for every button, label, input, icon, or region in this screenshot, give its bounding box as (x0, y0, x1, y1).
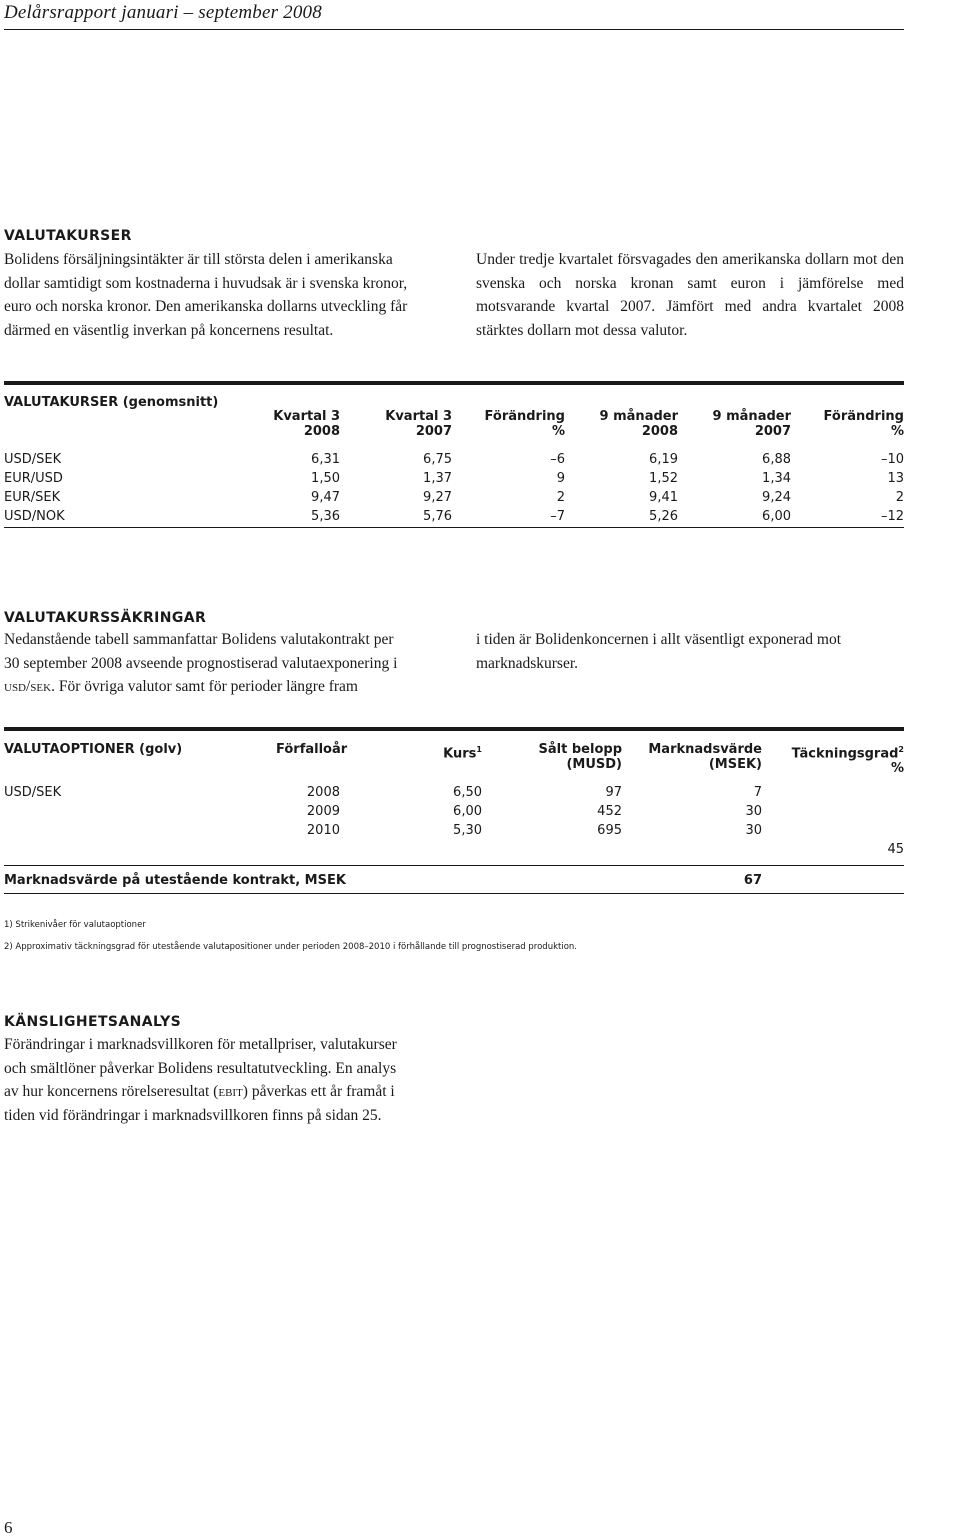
table-cell: 2 (895, 490, 904, 505)
table2-top-rule (4, 727, 904, 731)
table-cell: 13 (887, 471, 904, 486)
running-title: Delårsrapport januari – september 2008 (4, 2, 322, 23)
table-cell: 9,47 (311, 490, 340, 505)
table-cell: 97 (605, 785, 622, 800)
total-value: 67 (743, 873, 762, 888)
table1-col-header: Förändring % (484, 409, 565, 439)
footnote-1: 1) Strikenivåer för valutaoptioner (4, 920, 146, 930)
table-cell: 2009 (306, 804, 340, 819)
table-cell: 6,50 (453, 785, 482, 800)
table-cell: –6 (550, 452, 565, 467)
table-row (4, 488, 904, 507)
footnote-2: 2) Approximativ täckningsgrad för utestående valutapositioner under perioden 2008–2010 i förhållande till prognostiserad produktion. (4, 942, 577, 952)
table-cell: 2010 (306, 823, 340, 838)
row-label: USD/SEK (4, 785, 62, 800)
currency-options-table (4, 742, 904, 892)
table-cell: 6,00 (453, 804, 482, 819)
row-label: USD/NOK (4, 509, 65, 524)
table-cell: 6,19 (649, 452, 678, 467)
table2-col-marknadsvarde: Marknadsvärde (MSEK) (648, 742, 762, 772)
exchange-rates-table (4, 395, 904, 535)
table-cell: 695 (597, 823, 622, 838)
table-cell: –7 (550, 509, 565, 524)
section-heading-valutakurssakringar: VALUTAKURSSÄKRINGAR (4, 610, 207, 626)
row-label: EUR/SEK (4, 490, 61, 505)
table2-col-tackningsgrad: Täckningsgrad$^2$ % (791, 745, 904, 777)
table-cell: 5,36 (311, 509, 340, 524)
table1-bottom-rule (4, 527, 904, 528)
table-cell: 1,37 (423, 471, 452, 486)
table1-col-header: 9 månader 2008 (599, 409, 678, 439)
table-cell: 1,50 (311, 471, 340, 486)
table-cell: 5,30 (453, 823, 482, 838)
row-label: USD/SEK (4, 452, 62, 467)
table2-title: VALUTAOPTIONER (golv) (4, 742, 183, 757)
table2-mid-rule (4, 865, 904, 866)
row-label: EUR/USD (4, 471, 63, 486)
table1-col-header: 9 månader 2007 (712, 409, 791, 439)
table-cell: 9,24 (762, 490, 791, 505)
section-heading-valutakurser: VALUTAKURSER (4, 228, 132, 244)
table-cell: 1,52 (649, 471, 678, 486)
table1-top-rule (4, 381, 904, 385)
table-cell: 9 (556, 471, 565, 486)
valutakurser-right-paragraph: Under tredje kvartalet försvagades den amerikanska dollarn mot den svenska och norska kronan samt euron i jämförelse med motsvarande kvartal 2007. Jämfört med andra kvartalet 2008 stärktes dollarn mot dessa valutor. (476, 251, 904, 339)
table-cell: 452 (597, 804, 622, 819)
table-row (4, 469, 904, 488)
sakringar-right-paragraph: i tiden är Bolidenkoncernen i allt väsentligt exponerad mot marknadskurser. (476, 631, 842, 672)
table-cell: 2 (556, 490, 565, 505)
table-cell: –12 (880, 509, 904, 524)
table-row (4, 507, 904, 526)
section-heading-kanslighetsanalys: KÄNSLIGHETSANALYS (4, 1014, 182, 1030)
table-cell: 6,31 (311, 452, 340, 467)
table2-col-salt: Sålt belopp (MUSD) (538, 742, 622, 772)
table1-col-header: Kvartal 3 2008 (273, 409, 340, 439)
table-row (4, 450, 904, 469)
table2-col-forfall: Förfalloår (276, 742, 348, 757)
table-cell: 30 (745, 823, 762, 838)
table1-title: VALUTAKURSER (genomsnitt) (4, 395, 219, 410)
total-label: Marknadsvärde på utestående kontrakt, MSEK (4, 873, 346, 888)
table-cell: 9,27 (423, 490, 452, 505)
table-cell: –10 (880, 452, 904, 467)
table-row (4, 802, 904, 821)
table-row (4, 821, 904, 840)
tackningsgrad-value: 45 (887, 842, 904, 857)
table-cell: 5,76 (423, 509, 452, 524)
header-rule (4, 29, 904, 30)
table-cell: 30 (745, 804, 762, 819)
valutakurser-left-paragraph: Bolidens försäljningsintäkter är till största delen i amerikanska dollar samtidigt som kostnaderna i huvudsak är i svenska kronor, euro och norska kronor. Den amerikanska dollarns utveckling får därmed en väsentlig inverkan på koncernens resultat. (4, 251, 408, 339)
table1-col-header: Förändring % (823, 409, 904, 439)
page-number: 6 (4, 1518, 13, 1537)
table-cell: 6,88 (762, 452, 791, 467)
table-cell: 1,34 (762, 471, 791, 486)
table2-col-kurs: Kurs$^1$ (443, 745, 482, 762)
kanslighet-paragraph: Förändringar i marknadsvillkoren för metallpriser, valutakurser och smältlöner påverkar Bolidens resultatutveckling. En analys av hur koncernens rörelseresultat (ebit) påverkas ett år framåt i tiden vid förändringar i marknadsvillkoren finns på sidan 25. (4, 1036, 397, 1124)
table1-col-header: Kvartal 3 2007 (385, 409, 452, 439)
table-cell: 6,75 (423, 452, 452, 467)
sakringar-left-paragraph: Nedanstående tabell sammanfattar Bolidens valutakontrakt per 30 september 2008 avseende prognostiserad valutaexponering i usd/sek. För övriga valutor samt för perioder längre fram (4, 631, 398, 695)
table-cell: 7 (753, 785, 762, 800)
table-cell: 5,26 (649, 509, 678, 524)
table-cell: 6,00 (762, 509, 791, 524)
table-cell: 9,41 (649, 490, 678, 505)
table-cell: 2008 (306, 785, 340, 800)
table2-bottom-rule (4, 893, 904, 894)
table-row (4, 783, 904, 802)
